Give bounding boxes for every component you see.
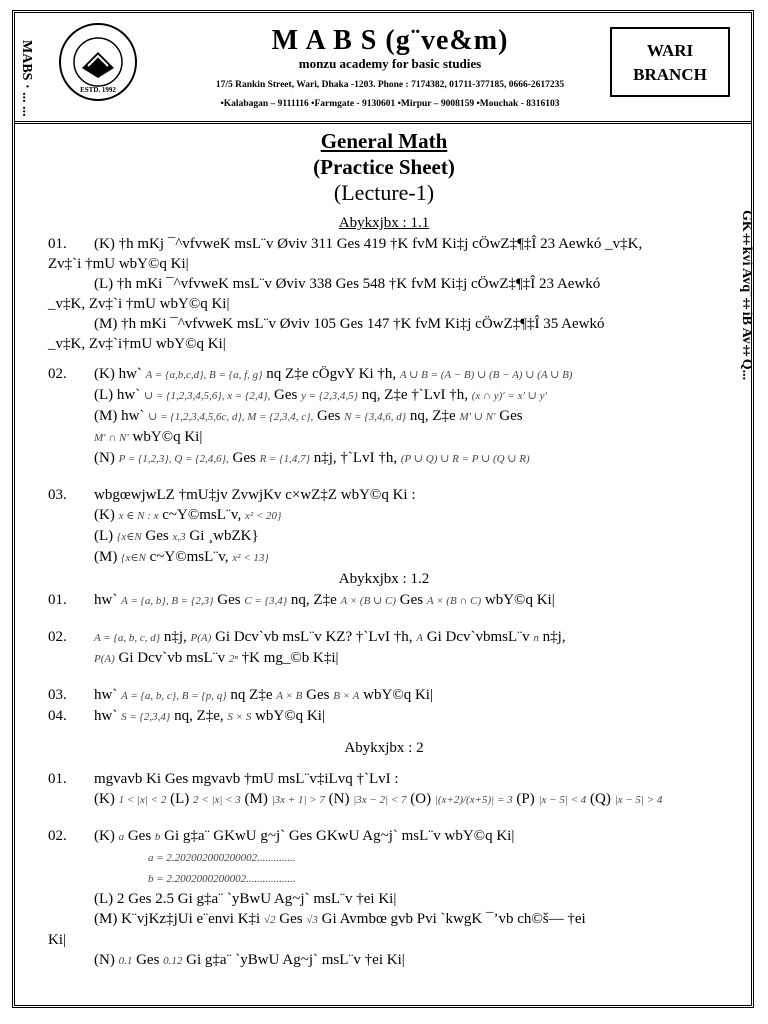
math-expr: M′ ∩ N′ — [94, 432, 129, 444]
question-line: Zv‡`i †mU wbY©q Ki| — [48, 256, 189, 272]
math-expr: {x∈N — [121, 552, 146, 564]
math-expr: x² < 13} — [232, 552, 269, 564]
text: Ges — [279, 911, 303, 927]
text: nq, Z‡e — [409, 408, 456, 424]
text: (L) — [94, 528, 114, 544]
question-part-l: (L) †h mKi ¯^vfvweK msL¨v Øviv 338 Ges 548 †K fvM Ki‡j cÖwZ‡¶‡Î 23 Aewkó — [94, 276, 601, 292]
question-part-k: (K) †h mKj ¯^vfvweK msL¨v Øviv 311 Ges 419 †K fvM Ki‡j cÖwZ‡¶‡Î 23 Aewkó _v‡K, — [94, 236, 643, 252]
question-number: 01. — [48, 771, 67, 787]
math-expr: √2 — [263, 914, 276, 926]
math-expr: y = {2,3,4,5} — [301, 390, 358, 402]
math-expr: x ∈ N : x — [118, 510, 159, 522]
text: nq Z‡e cÖgvY Ki †h, — [266, 366, 397, 382]
question-1-1-02-m-cont — [48, 427, 720, 448]
text: Ges — [274, 387, 298, 403]
question-2-01 — [48, 769, 720, 789]
math-expr: (x ∩ y)′ = x′ ∪ y′ — [471, 390, 547, 402]
item-label: (K) — [94, 791, 115, 807]
question-1-1-02-l — [48, 385, 720, 406]
sheet-title: General Math — [320, 129, 448, 153]
text: hw` — [94, 687, 118, 703]
question-1-1-03 — [48, 485, 720, 505]
math-expr: x,3 — [172, 531, 186, 543]
math-expr: b = 2.2002000200002.................. — [148, 873, 296, 885]
question-1-1-03-l — [48, 526, 720, 547]
text: nq, Z‡e, — [174, 708, 224, 724]
text: wbY©q Ki| — [484, 592, 555, 608]
question-2-02-k — [48, 826, 720, 847]
math-expr: a = 2.202002000200002.............. — [148, 852, 296, 864]
question-number: 01. — [48, 592, 67, 608]
text: hw` — [94, 708, 118, 724]
text: n‡j, — [163, 629, 187, 645]
text: (L) hw` — [94, 387, 141, 403]
item-label: (O) — [410, 791, 432, 807]
question-number: 02. — [48, 828, 67, 844]
academy-logo — [58, 22, 138, 102]
text: nq, Z‡e — [290, 592, 337, 608]
section-heading-2: Abykxjbx : 2 — [344, 740, 424, 756]
question-2-02-m — [48, 909, 720, 930]
question-2-02-m-cont: Ki| — [48, 932, 67, 948]
math-expr: ∪ = {1,2,3,4,5,6c, d}, M = {2,3,4, c}, — [148, 411, 314, 423]
math-expr: P(A) — [190, 632, 212, 644]
text: wbY©q Ki| — [132, 429, 203, 445]
text: (K) — [94, 507, 115, 523]
text: (N) — [94, 450, 115, 466]
text: Ges — [306, 687, 330, 703]
text: Ges — [499, 408, 523, 424]
math-expr: A × B — [276, 690, 303, 702]
question-1-2-01 — [48, 590, 720, 611]
math-expr: S = {2,3,4} — [121, 711, 171, 723]
math-expr: a — [118, 831, 125, 843]
text: Ges — [232, 450, 256, 466]
institute-branches: •Kalabagan – 9111116 •Farmgate - 9130601 •Mirpur – 9008159 •Mouchak - 8316103 — [220, 99, 560, 109]
math-expr: A = {a,b,c,d}, B = {a, f, g} — [145, 369, 263, 381]
math-expr: n — [533, 632, 539, 644]
text: (M) hw` — [94, 408, 145, 424]
text: †K mg_©b K‡i| — [241, 650, 339, 666]
text: n‡j, †`LvI †h, — [313, 450, 398, 466]
sheet-lecture: (Lecture-1) — [333, 180, 435, 205]
question-1-2-02-cont — [48, 648, 720, 669]
math-expr: A × (B ∩ C) — [426, 595, 482, 607]
question-1-1-02-m — [48, 406, 720, 427]
math-expr: C = {3,4} — [244, 595, 288, 607]
item-label: (L) — [170, 791, 190, 807]
math-expr: M′ ∪ N′ — [459, 411, 496, 423]
question-number: 02. — [48, 366, 67, 382]
math-expr: N = {3,4,6, d} — [344, 411, 407, 423]
question-number: 01. — [48, 236, 67, 252]
text: wbY©q Ki| — [363, 687, 433, 703]
math-expr: (P ∪ Q) ∪ R = P ∪ (Q ∪ R) — [400, 453, 530, 465]
math-expr: 0.1 — [118, 955, 133, 967]
text: c~Y©msL¨v, — [149, 549, 229, 565]
question-1-2-03 — [48, 685, 720, 706]
math-expr: A = {a, b, c}, B = {p, q} — [121, 690, 227, 702]
math-expr: P = {1,2,3}, Q = {2,4,6}, — [118, 453, 229, 465]
item-label: (P) — [516, 791, 535, 807]
text: (K) hw` — [94, 366, 142, 382]
text: (N) — [94, 952, 115, 968]
section-heading-1-1: Abykxjbx : 1.1 — [338, 215, 430, 231]
text: Ges — [127, 828, 152, 844]
question-2-02-l: (L) 2 Ges 2.5 Gi g‡a¨ `yBwU Ag~j` msL¨v †ei Ki| — [94, 891, 397, 907]
text: Gi g‡a¨ GKwU g~j` Ges GKwU Ag~j` msL¨v wbY©q Ki| — [164, 828, 515, 844]
question-number: 03. — [48, 687, 67, 703]
text: Gi Dcv`vb msL¨v — [118, 650, 226, 666]
text: (K) — [94, 828, 115, 844]
question-2-02-b — [48, 868, 720, 889]
question-1-1-02-k — [48, 364, 720, 385]
text: Ges — [136, 952, 160, 968]
text: c~Y©msL¨v, — [162, 507, 242, 523]
math-expr: 1 < |x| < 2 — [118, 794, 167, 806]
math-expr: P(A) — [94, 653, 115, 665]
math-expr: 2 < |x| < 3 — [193, 794, 241, 806]
math-expr: A = {a, b}, B = {2,3} — [121, 595, 214, 607]
right-margin-text: GK‡kvi Avq¨‡iB Av‡Q... — [739, 210, 754, 381]
math-expr: ∪ = {1,2,3,4,5,6}, x = {2,4}, — [143, 390, 271, 402]
math-expr: |x − 5| < 4 — [538, 794, 587, 806]
branch-box — [610, 27, 730, 97]
institute-subtitle: monzu academy for basic studies — [298, 56, 482, 71]
math-expr: |(x+2)/(x+5)| = 3 — [434, 794, 513, 806]
math-expr: R = {1,4,7} — [259, 453, 311, 465]
question-1-1-03-m — [48, 547, 720, 568]
left-margin-text: MABS · ... ... — [19, 40, 34, 117]
math-expr: A = {a, b, c, d} — [94, 632, 161, 644]
item-label: (Q) — [590, 791, 611, 807]
text: mgvavb Ki Ges mgvavb †mU msL¨v‡iLvq †`LvI : — [94, 771, 399, 787]
question-number: 02. — [48, 629, 67, 645]
math-expr: √3 — [306, 914, 318, 926]
text: nq Z‡e — [230, 687, 273, 703]
question-line: _v‡K, Zv‡`i†mU wbY©q Ki| — [48, 336, 226, 352]
question-1-1-02-n — [48, 448, 720, 469]
text: Gi Dcv`vbmsL¨v — [426, 629, 530, 645]
math-expr: B × A — [333, 690, 360, 702]
text: Ges — [399, 592, 424, 608]
branch-box-line2: BRANCH — [633, 65, 707, 84]
text: Ges — [145, 528, 169, 544]
institute-title: M A B S (g¨ve&m) — [271, 25, 509, 56]
question-2-02-a — [48, 847, 720, 868]
math-expr: b — [154, 831, 161, 843]
math-expr: |3x + 1| > 7 — [271, 794, 325, 806]
text: wbgœwjwLZ †mU‡jv ZvwjKv c×wZ‡Z wbY©q Ki : — [94, 487, 416, 503]
text: n‡j, — [542, 629, 566, 645]
text: nq, Z‡e †`LvI †h, — [361, 387, 468, 403]
math-expr: x² < 20} — [244, 510, 282, 522]
question-1-1-01 — [48, 234, 720, 254]
text: wbY©q Ki| — [255, 708, 325, 724]
sheet-subtitle: (Practice Sheet) — [313, 155, 455, 179]
question-2-02-n — [48, 950, 720, 971]
question-number: 04. — [48, 708, 67, 724]
question-line: _v‡K, Zv‡`i †mU wbY©q Ki| — [48, 296, 230, 312]
math-expr: A × (B ∪ C) — [340, 595, 397, 607]
math-expr: 2ⁿ — [228, 653, 238, 665]
institute-address: 17/5 Rankin Street, Wari, Dhaka -1203. Phone : 7174382, 01711-377185, 0666-2617235 — [215, 80, 565, 90]
svg-text:ESTD. 1992: ESTD. 1992 — [80, 86, 116, 94]
text: (M) — [94, 549, 118, 565]
text: Gi Dcv`vb msL¨v KZ? †`LvI †h, — [215, 629, 413, 645]
text: hw` — [94, 592, 118, 608]
text: (M) K¨vjKz‡jUi e¨envi K‡i — [94, 911, 261, 927]
question-2-01-items — [48, 789, 720, 810]
math-expr: 0.12 — [163, 955, 183, 967]
text: Gi g‡a¨ `yBwU Ag~j` msL¨v †ei Ki| — [186, 952, 405, 968]
text: Ges — [217, 592, 241, 608]
question-1-2-04 — [48, 706, 720, 727]
item-label: (M) — [244, 791, 268, 807]
section-heading-1-2: Abykxjbx : 1.2 — [338, 571, 430, 587]
branch-box-line1: WARI — [646, 41, 694, 60]
question-1-1-03-k — [48, 505, 720, 526]
text: Gi ¸wbZK} — [189, 528, 259, 544]
math-expr: S × S — [227, 711, 252, 723]
question-1-2-02 — [48, 627, 720, 648]
question-part-m: (M) †h mKi ¯^vfvweK msL¨v Øviv 105 Ges 147 †K fvM Ki‡j cÖwZ‡¶‡Î 35 Aewkó — [94, 316, 605, 332]
text: Gi Avmbœ gvb Pvi `kwgK ¯’vb ch©š— †ei — [321, 911, 586, 927]
sheet-body — [48, 128, 720, 971]
math-expr: |x − 5| > 4 — [614, 794, 663, 806]
math-expr: |3x − 2| < 7 — [353, 794, 407, 806]
item-label: (N) — [328, 791, 350, 807]
question-number: 03. — [48, 487, 67, 503]
math-expr: {x∈N — [116, 531, 142, 543]
math-expr: A ∪ B = (A − B) ∪ (B − A) ∪ (A ∪ B) — [399, 369, 573, 381]
math-expr: A — [416, 632, 424, 644]
text: Ges — [317, 408, 341, 424]
